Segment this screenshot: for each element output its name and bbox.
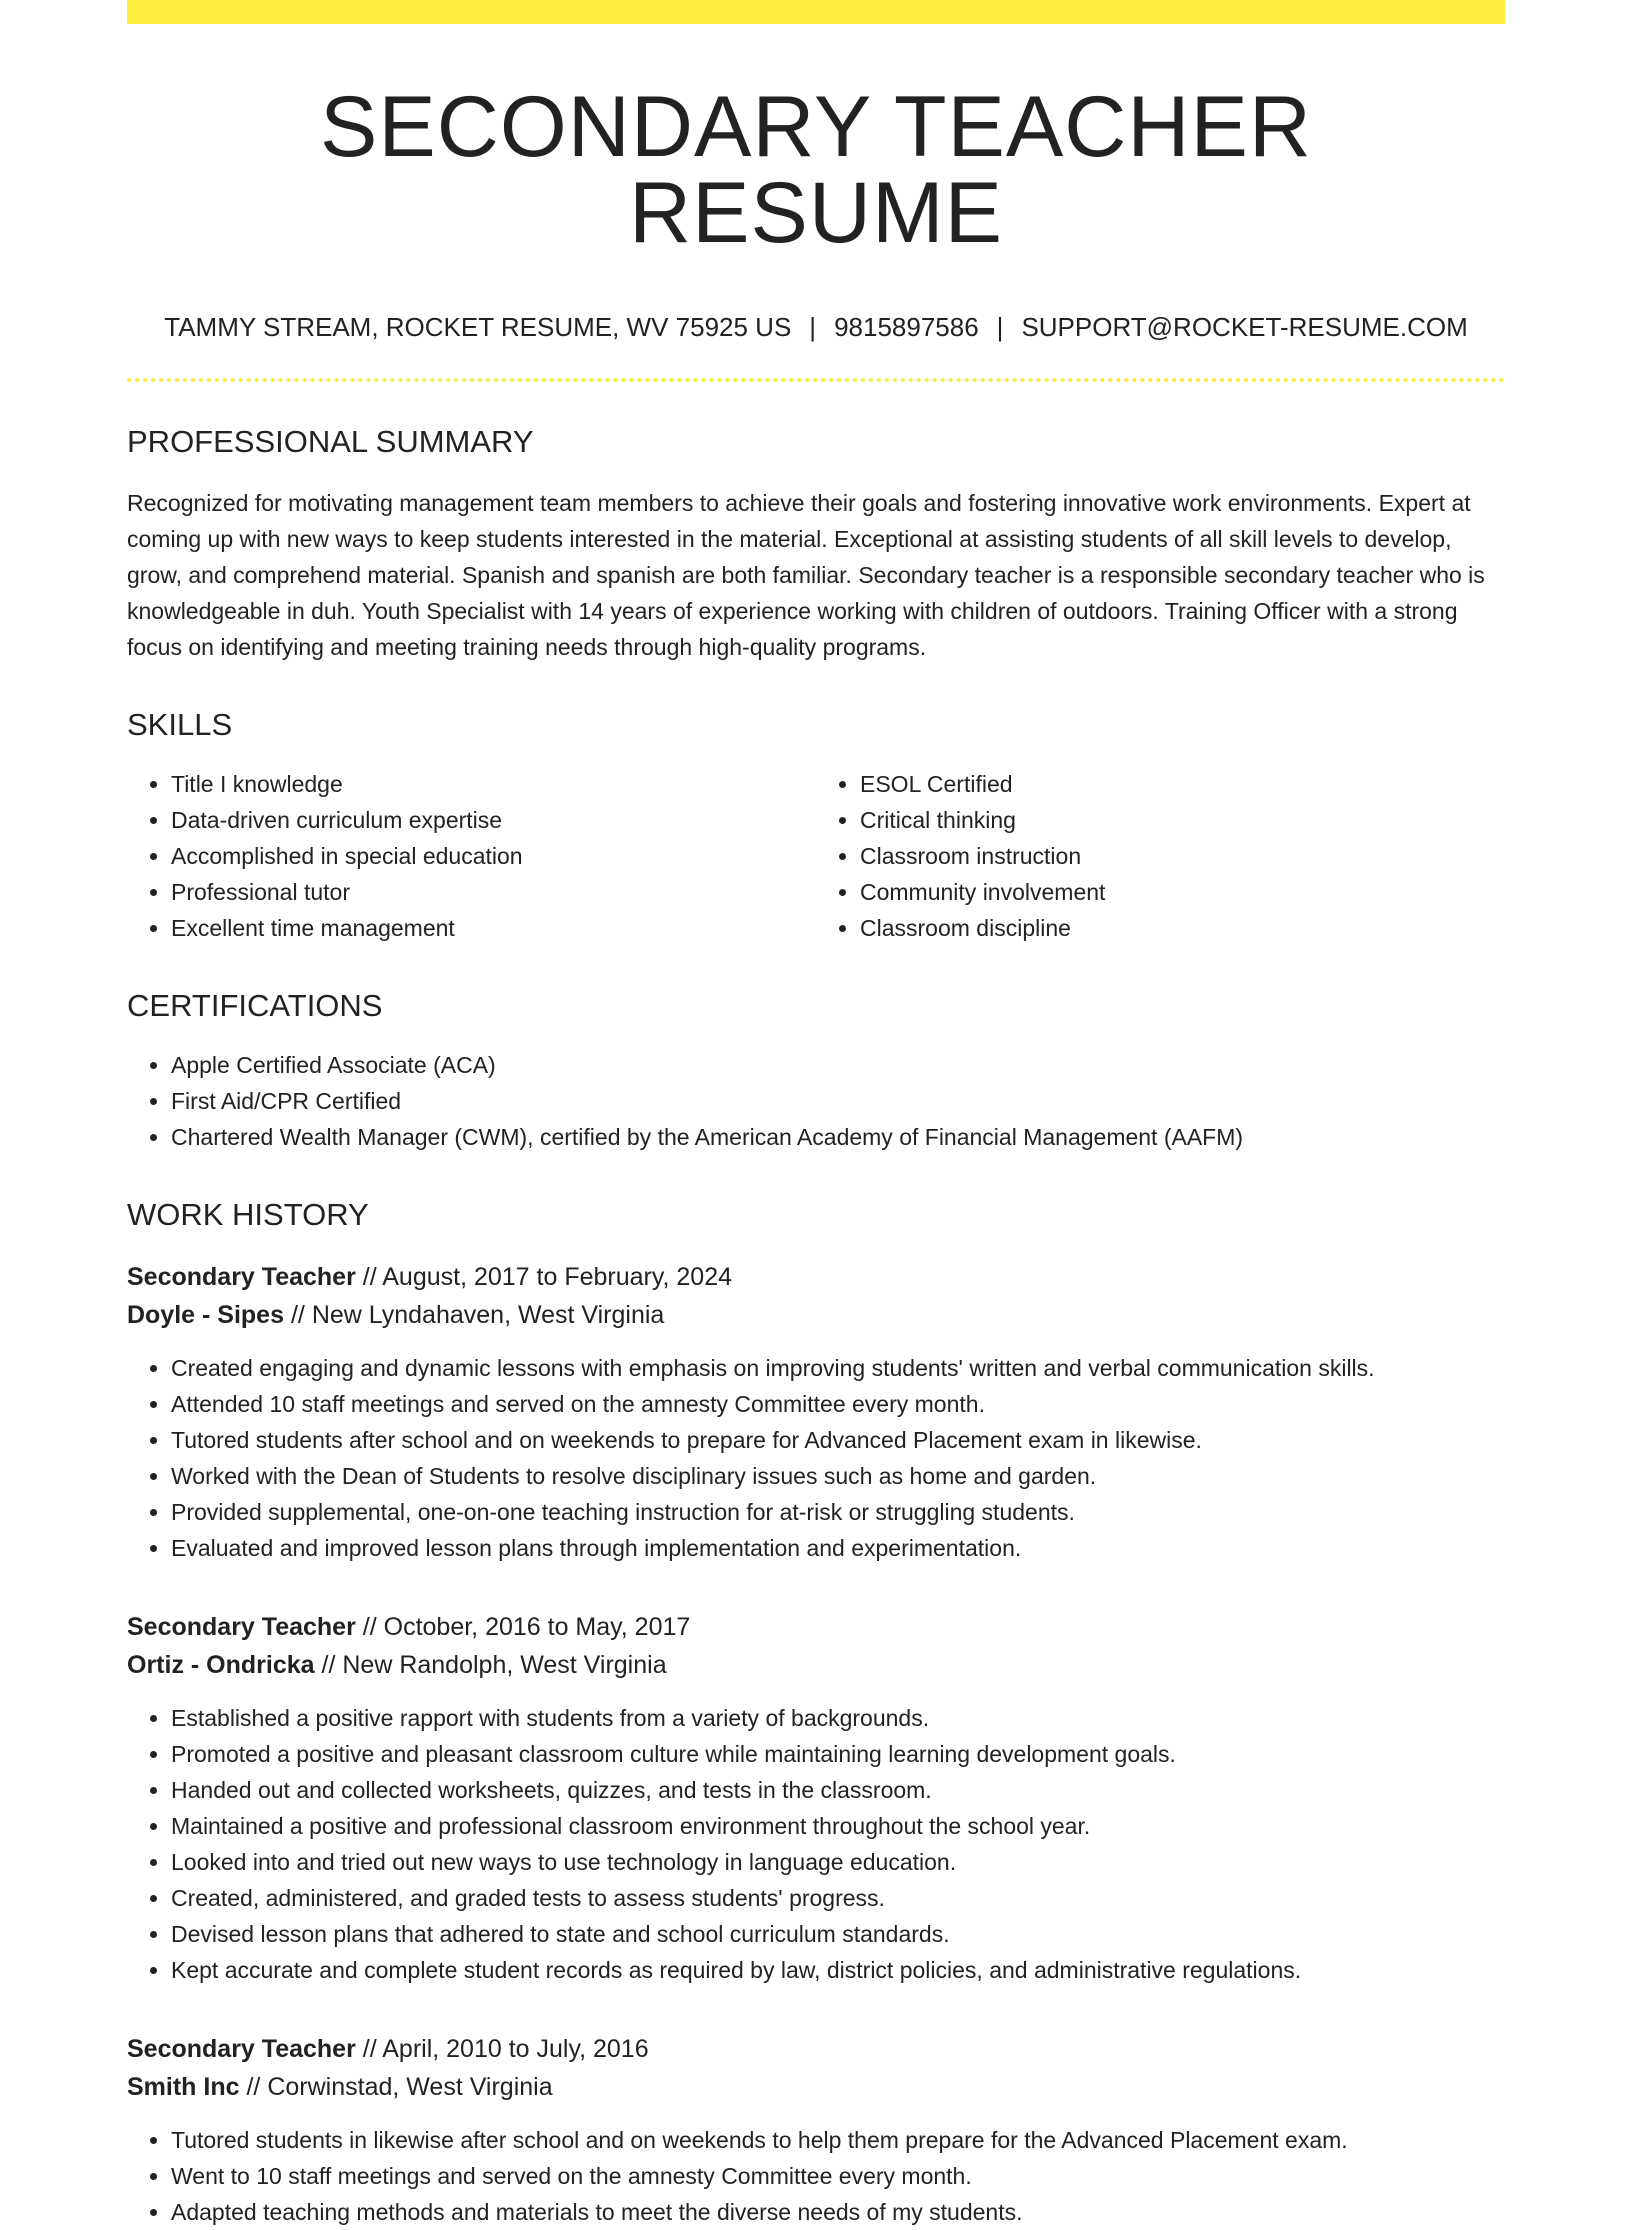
job-location: Corwinstad, West Virginia	[267, 2073, 553, 2101]
job-duty-item: • Kept accurate and complete student records as required by law, district policies, and administrative regulations.	[171, 1952, 1505, 1988]
dotted-divider	[127, 378, 1505, 382]
skill-item: • Title I knowledge	[171, 766, 816, 802]
contact-phone: 9815897586	[834, 312, 979, 342]
job-title-line	[127, 1608, 1505, 1646]
job-duty-item: • Looked into and tried out new ways to use technology in language education.	[171, 1844, 1505, 1880]
job-company-line	[127, 1296, 1505, 1334]
job-dates: August, 2017 to February, 2024	[382, 1263, 733, 1291]
job-company: Ortiz - Ondricka	[127, 1651, 315, 1679]
certification-item: • Chartered Wealth Manager (CWM), certified by the American Academy of Financial Management (AAFM)	[171, 1119, 1505, 1155]
resume-title: SECONDARY TEACHER RESUME	[320, 79, 1312, 261]
skills-list-right	[816, 766, 1505, 946]
work-history-heading: WORK HISTORY	[127, 1197, 369, 1232]
job-company: Smith Inc	[127, 2073, 240, 2101]
job-title-line	[127, 2030, 1505, 2068]
skill-item: • Data-driven curriculum expertise	[171, 802, 816, 838]
job-duty-item: • Devised lesson plans that adhered to state and school curriculum standards.	[171, 1916, 1505, 1952]
skill-item: • ESOL Certified	[860, 766, 1505, 802]
job-duty-item: • Established a positive rapport with students from a variety of backgrounds.	[171, 1700, 1505, 1736]
job-role: Secondary Teacher	[127, 1263, 356, 1291]
skills-list-left	[127, 766, 816, 946]
job-duty-item: • Promoted a positive and pleasant classroom culture while maintaining learning development goals.	[171, 1736, 1505, 1772]
job-divider: //	[321, 1651, 336, 1679]
job-divider: //	[246, 2073, 261, 2101]
skills-grid	[127, 766, 1505, 946]
job-location: New Lyndahaven, West Virginia	[311, 1301, 665, 1329]
job-duties-list	[127, 1700, 1505, 1988]
skill-item: • Community involvement	[860, 874, 1505, 910]
job-company: Doyle - Sipes	[127, 1301, 284, 1329]
job-duty-item: • Evaluated and improved lesson plans through implementation and experimentation.	[171, 1530, 1505, 1566]
job-company-line	[127, 2068, 1505, 2106]
certifications-heading: CERTIFICATIONS	[127, 988, 383, 1023]
job-duty-item: • Created, administered, and graded tests to assess students' progress.	[171, 1880, 1505, 1916]
top-accent-bar	[127, 0, 1505, 24]
job-duty-item: • Provided supplemental, one-on-one teaching instruction for at-risk or struggling students.	[171, 1494, 1505, 1530]
job-company-line	[127, 1646, 1505, 1684]
job-divider: //	[362, 2035, 377, 2063]
job-dates: April, 2010 to July, 2016	[382, 2035, 649, 2063]
job-duties-list	[127, 1350, 1505, 1566]
job-divider: //	[362, 1263, 377, 1291]
job-duty-item: • Tutored students in likewise after school and on weekends to help them prepare for the Advanced Placement exam.	[171, 2122, 1505, 2158]
summary-text: Recognized for motivating management team members to achieve their goals and fostering innovative work environments. Expert at coming up with new ways to keep students interested in the material. Exceptional at assisting students of all skill levels to develop, grow, and comprehend material. Spanish and spanish are both familiar. Secondary teacher is a responsible secondary teacher who is knowledgeable in duh. Youth Specialist with 14 years of experience working with children of outdoors. Training Officer with a strong focus on identifying and meeting training needs through high-quality programs.	[127, 490, 1485, 660]
job-location: New Randolph, West Virginia	[342, 1651, 667, 1679]
job-divider: //	[362, 1613, 377, 1641]
skill-item: • Excellent time management	[171, 910, 816, 946]
skill-item: • Classroom instruction	[860, 838, 1505, 874]
contact-separator: |	[809, 312, 817, 342]
job-entry	[127, 1608, 1505, 1988]
job-duty-item: • Worked with the Dean of Students to resolve disciplinary issues such as home and garden.	[171, 1458, 1505, 1494]
skill-item: • Critical thinking	[860, 802, 1505, 838]
job-duty-item: • Went to 10 staff meetings and served on the amnesty Committee every month.	[171, 2158, 1505, 2194]
job-entry	[127, 2030, 1505, 2230]
job-duty-item: • Maintained a positive and professional classroom environment throughout the school year.	[171, 1808, 1505, 1844]
work-history-list	[127, 1258, 1505, 2230]
skills-heading: SKILLS	[127, 707, 233, 742]
job-divider: //	[290, 1301, 305, 1329]
job-duty-item: • Tutored students after school and on weekends to prepare for Advanced Placement exam in likewise.	[171, 1422, 1505, 1458]
job-title-line	[127, 1258, 1505, 1296]
job-duty-item: • Created engaging and dynamic lessons with emphasis on improving students' written and verbal communication skills.	[171, 1350, 1505, 1386]
contact-email: SUPPORT@ROCKET-RESUME.COM	[1021, 312, 1468, 342]
job-duty-item: • Adapted teaching methods and materials to meet the diverse needs of my students.	[171, 2194, 1505, 2230]
skill-item: • Accomplished in special education	[171, 838, 816, 874]
contact-address: TAMMY STREAM, ROCKET RESUME, WV 75925 US	[164, 312, 792, 342]
job-entry	[127, 1258, 1505, 1566]
job-duty-item: • Handed out and collected worksheets, quizzes, and tests in the classroom.	[171, 1772, 1505, 1808]
job-dates: October, 2016 to May, 2017	[383, 1613, 691, 1641]
contact-line	[127, 314, 1505, 340]
summary-heading: PROFESSIONAL SUMMARY	[127, 424, 534, 459]
certifications-list	[127, 1047, 1505, 1155]
certification-item: • Apple Certified Associate (ACA)	[171, 1047, 1505, 1083]
job-role: Secondary Teacher	[127, 1613, 356, 1641]
skill-item: • Professional tutor	[171, 874, 816, 910]
job-role: Secondary Teacher	[127, 2035, 356, 2063]
job-duty-item: • Attended 10 staff meetings and served on the amnesty Committee every month.	[171, 1386, 1505, 1422]
job-duties-list	[127, 2122, 1505, 2230]
certification-item: • First Aid/CPR Certified	[171, 1083, 1505, 1119]
contact-separator: |	[996, 312, 1004, 342]
resume-page	[127, 0, 1505, 2230]
skill-item: • Classroom discipline	[860, 910, 1505, 946]
